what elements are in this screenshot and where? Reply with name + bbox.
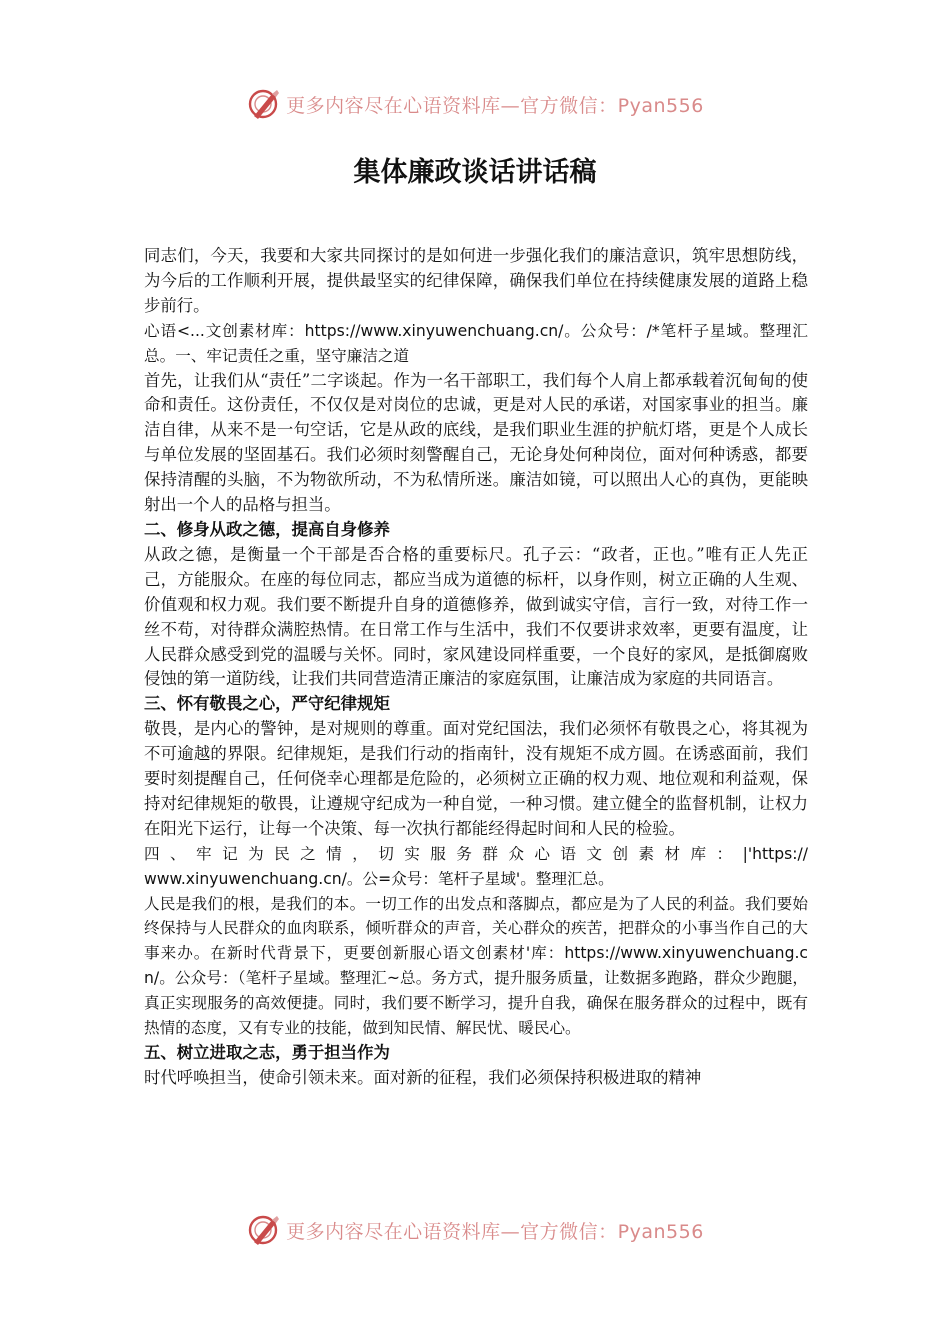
- intro-paragraph: 同志们，今天，我要和大家共同探讨的是如何进一步强化我们的廉洁意识，筑牢思想防线，为今后的工作顺利开展，提供最坚实的纪律保障，确保我们单位在持续健康发展的道路上稳步前行。: [144, 246, 808, 315]
- paragraph-2: 从政之德，是衡量一个干部是否合格的重要标尺。孔子云：“政者，正也。”唯有正人先正己，方能服众。在座的每位同志，都应当成为道德的标杆，以身作则，树立正确的人生观、价值观和权力观。我们要不断提升自身的道德修养，做到诚实守信，言行一致，对待工作一丝不苟，对待群众满腔热情。在日常工作与生活中，我们不仅要讲求效率，更要有温度，让人民群众感受到党的温暖与关怀。同时，家风建设同样重要，一个良好的家风，是抵御腐败侵蚀的第一道防线，让我们共同营造清正廉洁的家庭氛围，让廉洁成为家庭的共同语言。: [144, 544, 808, 689]
- paragraph-4: 人民是我们的根，是我们的本。一切工作的出发点和落脚点，都应是为了人民的利益。我们要始终保持与人民群众的血肉联系，倾听群众的声音，关心群众的疾苦，把群众的小事当作自己的大事来办。在新时代背景下，更要创新服心语文创素材'库：https://www.xinyuwenchuang.cn/。公众号：（笔杆子星域。整理汇~总。务方式，提升服务质量，让数据多跑路，群众少跑腿，真正实现服务的高效便捷。同时，我们要不断学习，提升自我，确保在服务群众的过程中，既有热情的态度，又有专业的技能，做到知民情、解民忧、暖民心。: [144, 894, 808, 1038]
- section-heading-3: 三、怀有敬畏之心，严守纪律规矩: [144, 694, 390, 714]
- banner-text: 更多内容尽在心语资料库—官方微信：: [286, 1220, 618, 1243]
- paragraph-1: 首先，让我们从“责任”二字谈起。作为一名干部职工，我们每个人肩上都承载着沉甸甸的使命和责任。这份责任，不仅仅是对岗位的忠诚，更是对人民的承诺，对国家事业的担当。廉洁自律，从来不是一句空话，它是从政的底线，是我们职业生涯的护航灯塔，更是个人成长与单位发展的坚固基石。我们必须时刻警醒自己，无论身处何种岗位，面对何种诱惑，都要保持清醒的头脑，不为物欲所动，不为私情所迷。廉洁如镜，可以照出人心的真伪，更能映射出一个人的品格与担当。: [144, 370, 808, 515]
- watermark-insert-1: 心语<...文创素材库：https://www.xinyuwenchuang.cn/。公众号：/*笔杆子星域。整理汇总。一、牢记责任之重，坚守廉洁之道: [144, 321, 808, 365]
- header-banner: [0, 84, 950, 124]
- document-title: 集体廉政谈话讲话稿: [353, 157, 597, 188]
- document-body: [144, 244, 808, 1091]
- pen-logo-icon: [246, 1212, 282, 1248]
- paragraph-5: 时代呼唤担当，使命引领未来。面对新的征程，我们必须保持积极进取的精神: [144, 1067, 702, 1087]
- section-heading-5: 五、树立进取之志，勇于担当作为: [144, 1043, 390, 1062]
- paragraph-3: 敬畏，是内心的警钟，是对规则的尊重。面对党纪国法，我们必须怀有敬畏之心，将其视为不可逾越的界限。纪律规矩，是我们行动的指南针，没有规矩不成方圆。在诱惑面前，我们要时刻提醒自己，任何侥幸心理都是危险的，必须树立正确的权力观、地位观和利益观，保持对纪律规矩的敬畏，让遵规守纪成为一种自觉，一种习惯。建立健全的监督机制，让权力在阳光下运行，让每一个决策、每一次执行都能经得起时间和人民的检验。: [144, 719, 808, 838]
- pen-logo-icon: [246, 86, 282, 122]
- banner-wechat-id: Pyan556: [617, 1220, 704, 1243]
- footer-banner: [0, 1210, 950, 1250]
- banner-wechat-id: Pyan556: [617, 94, 704, 117]
- banner-text: 更多内容尽在心语资料库—官方微信：: [286, 94, 618, 117]
- section-heading-4-line-1: 四、牢记为民之情，切实服务群众心语文创素材库：|'https://: [144, 844, 808, 863]
- section-heading-2: 二、修身从政之德，提高自身修养: [144, 519, 390, 539]
- section-heading-4-line-2: www.xinyuwenchuang.cn/。公=众号：笔杆子星域'。整理汇总。: [144, 869, 614, 888]
